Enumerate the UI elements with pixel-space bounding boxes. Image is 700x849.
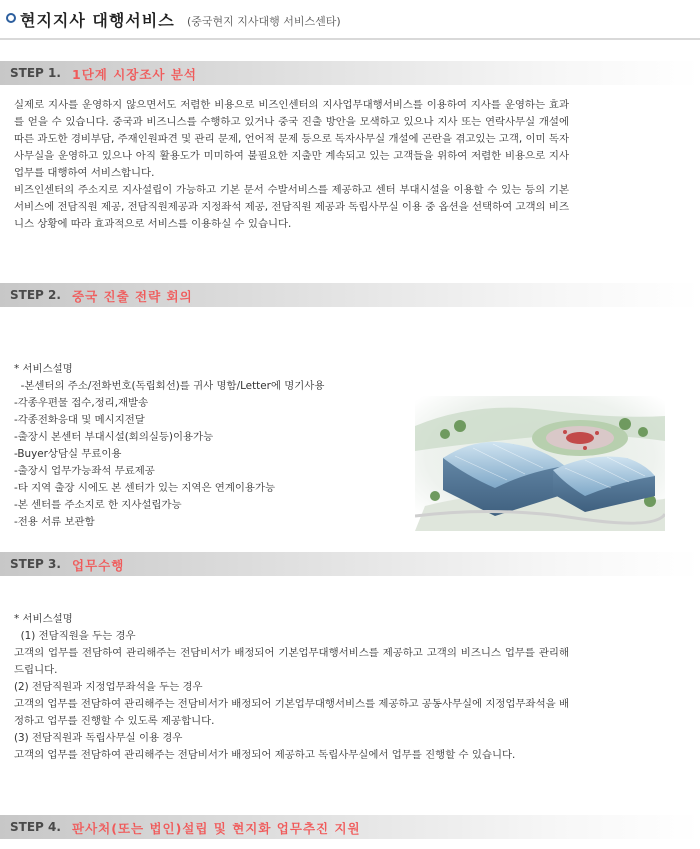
list-item: * 서비스설명: [14, 363, 73, 375]
step-2-label: STEP 2.: [10, 288, 61, 302]
step-1-label: STEP 1.: [10, 66, 61, 80]
step-3-line: * 서비스설명: [14, 613, 73, 625]
list-item: -각종우편물 접수,정리,재발송: [14, 397, 149, 409]
page-header: [0, 0, 700, 40]
step-1-body: [14, 97, 569, 233]
list-item: -전용 서류 보관함: [14, 516, 95, 528]
step-3-line: (1) 전담직원을 두는 경우: [14, 630, 136, 642]
step-4-header: [0, 815, 700, 839]
list-item: -Buyer상담실 무료이용: [14, 448, 122, 460]
step-4-label: STEP 4.: [10, 820, 61, 834]
page-title: 현지지사 대행서비스: [20, 11, 175, 30]
step-3-line: 고객의 업무를 전담하여 관리해주는 전담비서가 배정되어 기본업무대행서비스를 제공하고 공동사무실에 지정업무좌석을 배정하고 업무를 진행할 수 있도록 제공합니다.: [14, 698, 569, 727]
step-2-header: [0, 283, 700, 307]
step-3-line: 고객의 업무를 전담하여 관리해주는 전담비서가 배정되어 제공하고 독립사무실에서 업무를 진행할 수 있습니다.: [14, 749, 516, 761]
step-1-paragraph: 실제로 지사를 운영하지 않으면서도 저렴한 비용으로 비즈인센터의 지사업무대행서비스를 이용하여 지사를 운영하는 효과를 얻을 수 있습니다. 중국과 비즈니스를 수행하고 있거나 중국 진출 방안을 모색하고 있으나 지사 또는 연락사무실 개설에 따른 과도한 경비부담, 주재인원파견 및 관리 문제, 언어적 문제 등으로 독자사무실 개설에 곤란을 겪고있는 고객, 이미 독자사무실을 운영하고 있으나 아직 활용도가 미미하여 불필요한 지출만 계속되고 있는 고객들을 위하여 저렴한 비용으로 지사업무를 대행하여 서비스합니다.: [14, 99, 569, 179]
page-subtitle: (중국현지 지사대행 서비스센타): [187, 15, 341, 28]
step-3-body: [14, 611, 569, 764]
step-3-header: [0, 552, 700, 576]
list-item: -본 센터를 주소지로 한 지사설립가능: [14, 499, 182, 511]
step-3-line: (3) 전담직원과 독립사무실 이용 경우: [14, 732, 183, 744]
list-item: -본센터의 주소/전화번호(독립회선)를 귀사 명함/Letter에 명기사용: [14, 380, 325, 392]
list-item: -타 지역 출장 시에도 본 센터가 있는 지역은 연계이용가능: [14, 482, 276, 494]
step-4-title: 판사처(또는 법인)설립 및 현지화 업무추진 지원: [72, 821, 361, 836]
bullet-circle-icon: [6, 13, 16, 23]
step-2-title: 중국 진출 전략 회의: [72, 289, 193, 304]
step-3-title: 업무수행: [72, 558, 125, 573]
step-3-label: STEP 3.: [10, 557, 61, 571]
step-3-line: (2) 전담직원과 지정업무좌석을 두는 경우: [14, 681, 203, 693]
list-item: -출장시 업무가능좌석 무료제공: [14, 465, 155, 477]
step-3-line: 고객의 업무를 전담하여 관리해주는 전담비서가 배정되어 기본업무대행서비스를 제공하고 고객의 비즈니스 업무를 관리해 드립니다.: [14, 647, 569, 676]
step-1-title: 1단계 시장조사 분석: [72, 67, 198, 82]
list-item: -각종전화응대 및 메시지전달: [14, 414, 145, 426]
step-2-service-list: [14, 361, 324, 531]
list-item: -출장시 본센터 부대시설(회의실등)이용가능: [14, 431, 214, 443]
step-1-paragraph: 비즈인센터의 주소지로 지사설립이 가능하고 기본 문서 수발서비스를 제공하고 센터 부대시설을 이용할 수 있는 등의 기본서비스에 전담직원 제공, 전담직원제공과 지정좌석 제공, 전담직원 제공과 독립사무실 이용 중 옵션을 선택하여 고객의 비즈니스 상황에 따라 효과적으로 서비스를 이용하실 수 있습니다.: [14, 184, 569, 230]
step-1-header: [0, 61, 700, 85]
stadium-illustration: [415, 396, 665, 531]
